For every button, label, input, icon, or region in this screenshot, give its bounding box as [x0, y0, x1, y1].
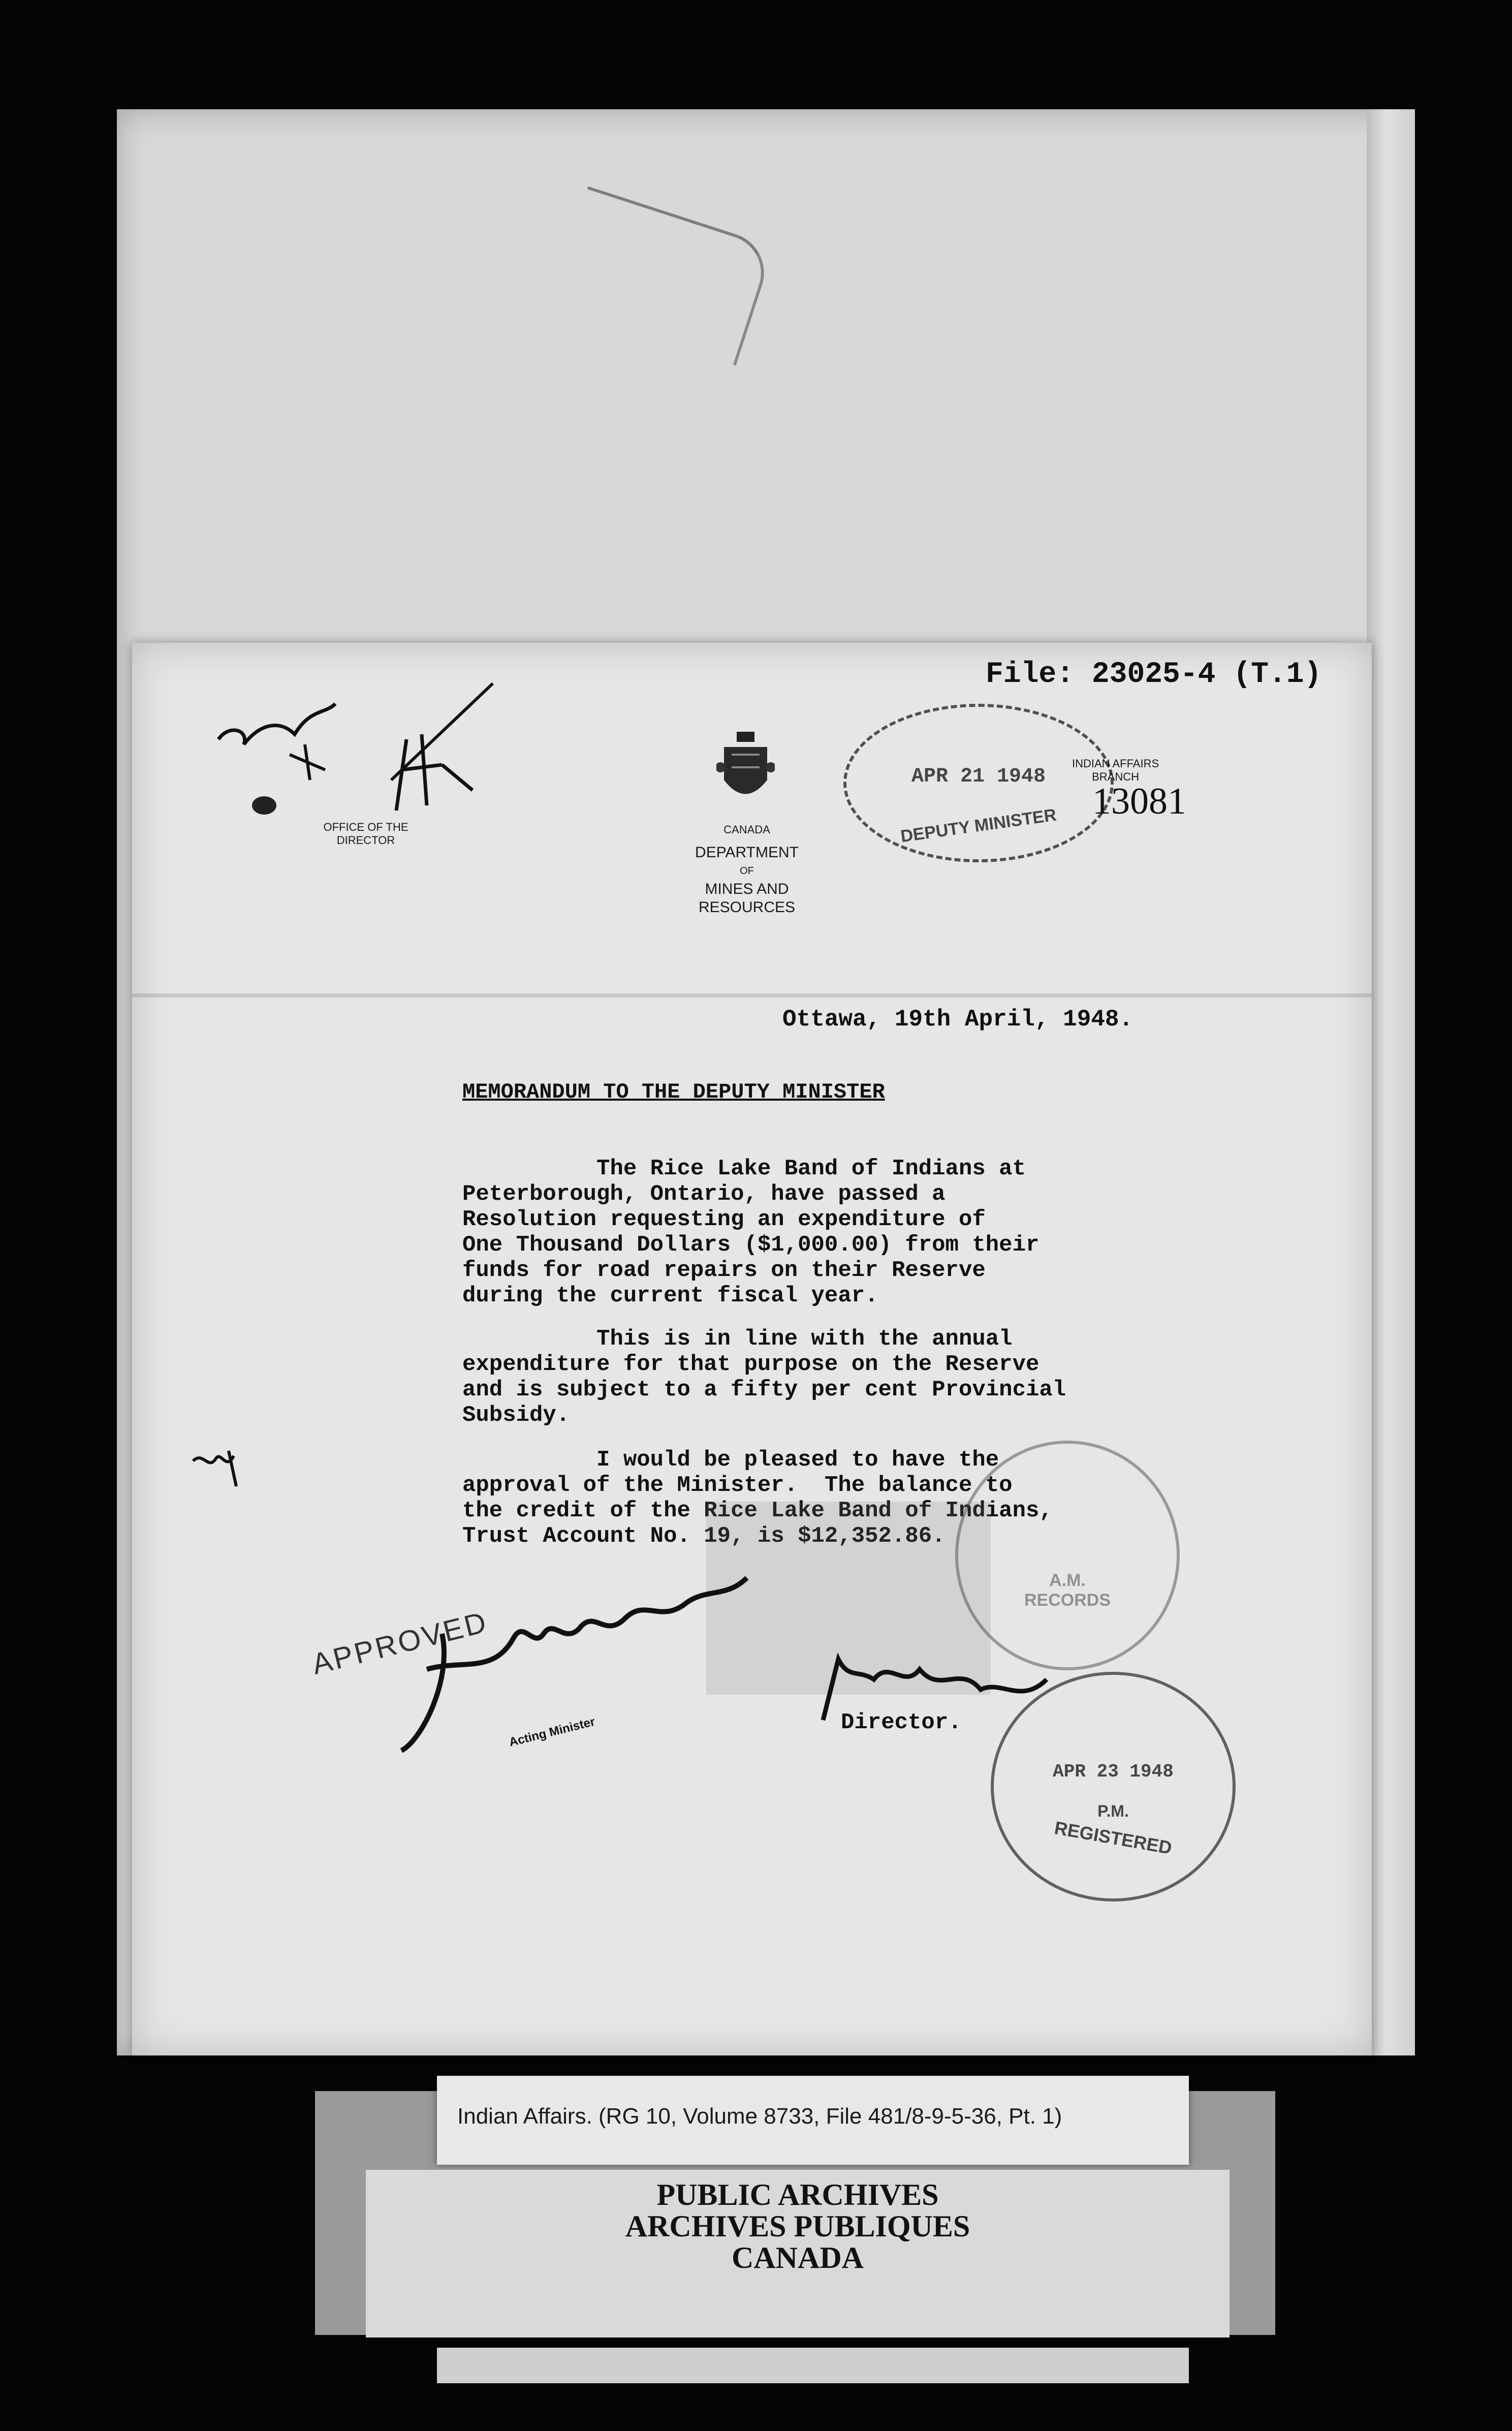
memo-paragraph: The Rice Lake Band of Indians at Peterborough, Ontario, have passed a Resolution requesting an expenditure of One Thousand Dollars ($1,000.00) from their funds for road repairs on their Reserve during the current fiscal year.	[462, 1156, 1040, 1308]
registry-number: 13081	[1092, 781, 1186, 822]
letterhead-department	[655, 844, 838, 917]
archive-line-2: ARCHIVES PUBLIQUES	[625, 2209, 970, 2243]
archive-caption-strip	[437, 2076, 1189, 2165]
indian-affairs-branch: INDIAN AFFAIRS BRANCH	[1072, 757, 1159, 783]
archive-bottom-strip	[437, 2348, 1189, 2383]
archive-caption: Indian Affairs. (RG 10, Volume 8733, File 481/8-9-5-36, Pt. 1)	[457, 2104, 1062, 2129]
memo-heading: MEMORANDUM TO THE DEPUTY MINISTER	[462, 1080, 885, 1104]
stamp-label: DEPUTY MINISTER	[899, 805, 1058, 847]
approved-stamp: APPROVED	[308, 1605, 491, 1681]
dept-line-1: DEPARTMENT	[695, 844, 799, 861]
memo-paragraph: This is in line with the annual expenditure for that purpose on the Reserve and is subject to a fifty per cent Provincial Subsidy.	[462, 1326, 1066, 1428]
fold-line	[132, 993, 1372, 998]
backing-sheet-edge	[1367, 109, 1415, 2055]
margin-note	[188, 1441, 249, 1491]
office-of-director: OFFICE OF THE DIRECTOR	[323, 821, 408, 847]
archive-label-block	[366, 2170, 1230, 2338]
letterhead-canada: CANADA	[723, 823, 770, 836]
registered-time: P.M.	[1097, 1802, 1129, 1820]
dept-line-2: OF	[740, 865, 754, 877]
canada-coat-of-arms	[716, 732, 775, 808]
records-stamp	[955, 1441, 1180, 1670]
registered-date: APR 23 1948	[1053, 1761, 1174, 1782]
dept-line-3: MINES AND RESOURCES	[698, 881, 796, 916]
director-label: Director.	[841, 1710, 962, 1735]
handwritten-initials	[208, 663, 564, 831]
registered-label: REGISTERED	[1053, 1817, 1174, 1859]
memo-paragraph: I would be pleased to have the approval of the Minister. The balance to the credit of the Rice Lake Band of Indians, Trust Account No. 19, is $12,352.86.	[462, 1447, 1053, 1549]
acting-minister-label: Acting Minister	[508, 1715, 596, 1750]
stamp-date: APR 21 1948	[911, 765, 1046, 788]
memo-date: Ottawa, 19th April, 1948.	[782, 1006, 1133, 1033]
registered-stamp	[991, 1672, 1236, 1902]
file-reference: File: 23025-4 (T.1)	[986, 658, 1322, 691]
memorandum-page	[132, 643, 1372, 2055]
records-label: A.M. RECORDS	[1024, 1571, 1111, 1610]
archive-line-1: PUBLIC ARCHIVES	[656, 2178, 939, 2211]
archive-line-3: CANADA	[732, 2241, 864, 2274]
minister-signature	[361, 1547, 818, 1776]
